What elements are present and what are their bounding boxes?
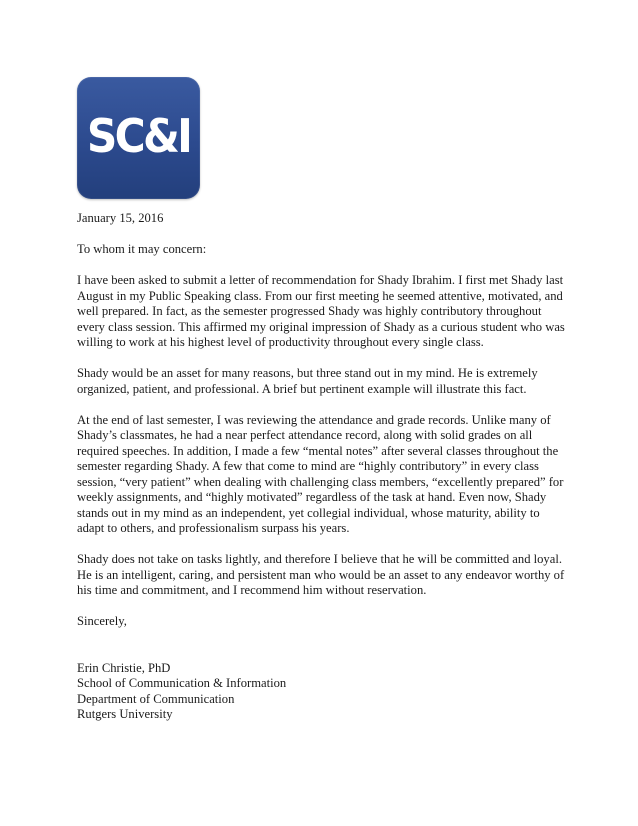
letter-closing: Sincerely, (77, 614, 127, 628)
scandi-logo (77, 77, 200, 199)
letter-salutation: To whom it may concern: (77, 242, 207, 256)
signature-block (77, 661, 567, 723)
signature-name: Erin Christie, PhD (77, 660, 171, 675)
letter-paragraph-4: Shady does not take on tasks lightly, and therefore I believe that he will be committed and loyal. He is an intelligent, caring, and persistent man who would be an asset to any endeavor worthy of his time and commitment, and I recommend him without reservation. (77, 552, 565, 597)
logo-text: SC&I (86, 109, 191, 163)
letter-paragraph-3: At the end of last semester, I was reviewing the attendance and grade records. Unlike many of Shady’s classmates, he had a near perfect attendance record, along with solid grades on all required speeches. In addition, I made a few “mental notes” after several classes throughout the semester regarding Shady. A few that come to mind are “highly contributory” in every class session, “very patient” when dealing with challenging class members, “excellently prepared” for weekly assignments, and “highly motivated” regardless of the task at hand. Even now, Shady stands out in my mind as an independent, yet collegial individual, whose maturity, ability to adapt to others, and professionalism surpass his years. (77, 412, 564, 535)
letter-body (77, 211, 567, 723)
signature-school: School of Communication & Information (77, 676, 287, 690)
letter-paragraph-1: I have been asked to submit a letter of recommendation for Shady Ibrahim. I first met Shady last August in my Public Speaking class. From our first meeting he seemed attentive, motivated, and well prepared. In fact, as the semester progressed Shady was highly contributory throughout every class session. This affirmed my original impression of Shady as a curious student who was willing to work at his highest level of productivity throughout every single class. (77, 273, 565, 349)
letter-paragraph-2: Shady would be an asset for many reasons, but three stand out in my mind. He is extremely organized, patient, and professional. A brief but pertinent example will illustrate this fact. (77, 366, 538, 396)
signature-university: Rutgers University (77, 707, 173, 721)
letter-date: January 15, 2016 (77, 211, 164, 225)
signature-department: Department of Communication (77, 691, 235, 706)
